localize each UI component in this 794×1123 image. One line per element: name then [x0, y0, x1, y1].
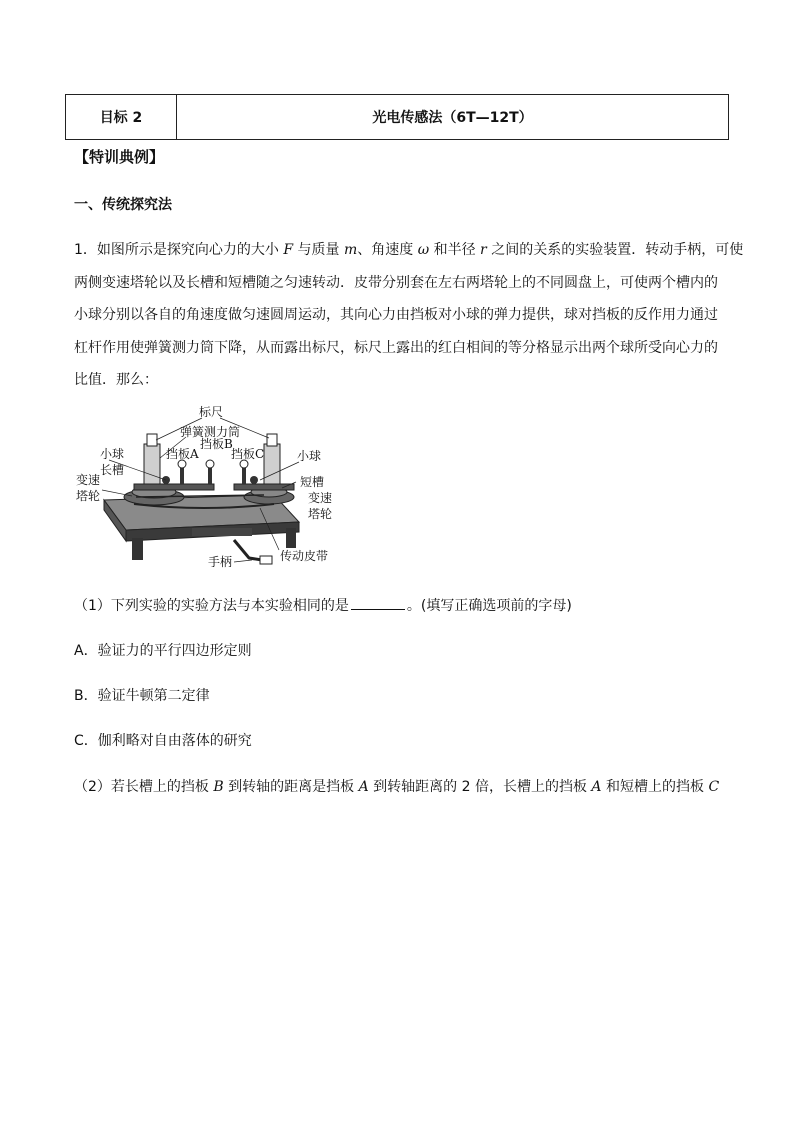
question-line-1: 1．如图所示是探究向心力的大小 F 与质量 m、角速度 ω 和半径 r 之间的关系的实验装置．转动手柄，可使 — [74, 242, 744, 258]
question-line-5: 比值．那么： — [74, 372, 158, 388]
answer-blank[interactable] — [351, 595, 405, 610]
question-stem — [74, 234, 744, 397]
label-dangbanB: 挡板B — [200, 437, 233, 451]
part1-question: （1）下列实验的实验方法与本实验相同的是 。(填写正确选项前的字母) — [74, 595, 572, 615]
header-table — [65, 94, 729, 140]
target-label: 目标 2 — [66, 95, 177, 139]
label-biansu-left-1: 变速 — [76, 473, 101, 487]
label-dangbanC: 挡板C — [231, 447, 265, 461]
label-biansu-right-2: 塔轮 — [308, 507, 333, 521]
part2-question: （2）若长槽上的挡板 B 到转轴的距离是挡板 A 到转轴距离的 2 倍，长槽上的挡板 A 和短槽上的挡板 C — [74, 779, 720, 795]
question-line-4: 杠杆作用使弹簧测力筒下降，从而露出标尺，标尺上露出的红白相间的等分格显示出两个球所受向心力的 — [74, 339, 718, 356]
apparatus-figure — [74, 400, 344, 576]
label-xiaoqiu-right: 小球 — [297, 449, 322, 463]
label-biansu-right-1: 变速 — [308, 491, 333, 505]
option-b: B．验证牛顿第二定律 — [74, 688, 210, 704]
target-title: 光电传感法（6T—12T） — [372, 110, 533, 126]
label-biansu-left-2: 塔轮 — [76, 489, 101, 503]
label-changcao: 长槽 — [100, 463, 125, 477]
subheading: 一、传统探究法 — [74, 197, 172, 213]
option-c: C．伽利略对自由落体的研究 — [74, 733, 252, 749]
label-xiaoqiu-left: 小球 — [100, 447, 125, 461]
label-tanhuang: 弹簧测力筒 — [180, 425, 241, 439]
label-biaochi: 标尺 — [199, 405, 224, 419]
label-duancao: 短槽 — [300, 475, 325, 489]
option-a: A．验证力的平行四边形定则 — [74, 643, 252, 659]
label-dangbanA: 挡板A — [166, 447, 199, 461]
question-line-2: 两侧变速塔轮以及长槽和短槽随之匀速转动．皮带分别套在左右两塔轮上的不同圆盘上，可使两个槽内的 — [74, 274, 718, 291]
label-chuandong: 传动皮带 — [280, 549, 329, 563]
section-tag: 【特训典例】 — [74, 148, 165, 166]
label-shoubing: 手柄 — [208, 555, 233, 569]
question-line-3: 小球分别以各自的角速度做匀速圆周运动，其向心力由挡板对小球的弹力提供，球对挡板的反作用力通过 — [74, 307, 718, 323]
